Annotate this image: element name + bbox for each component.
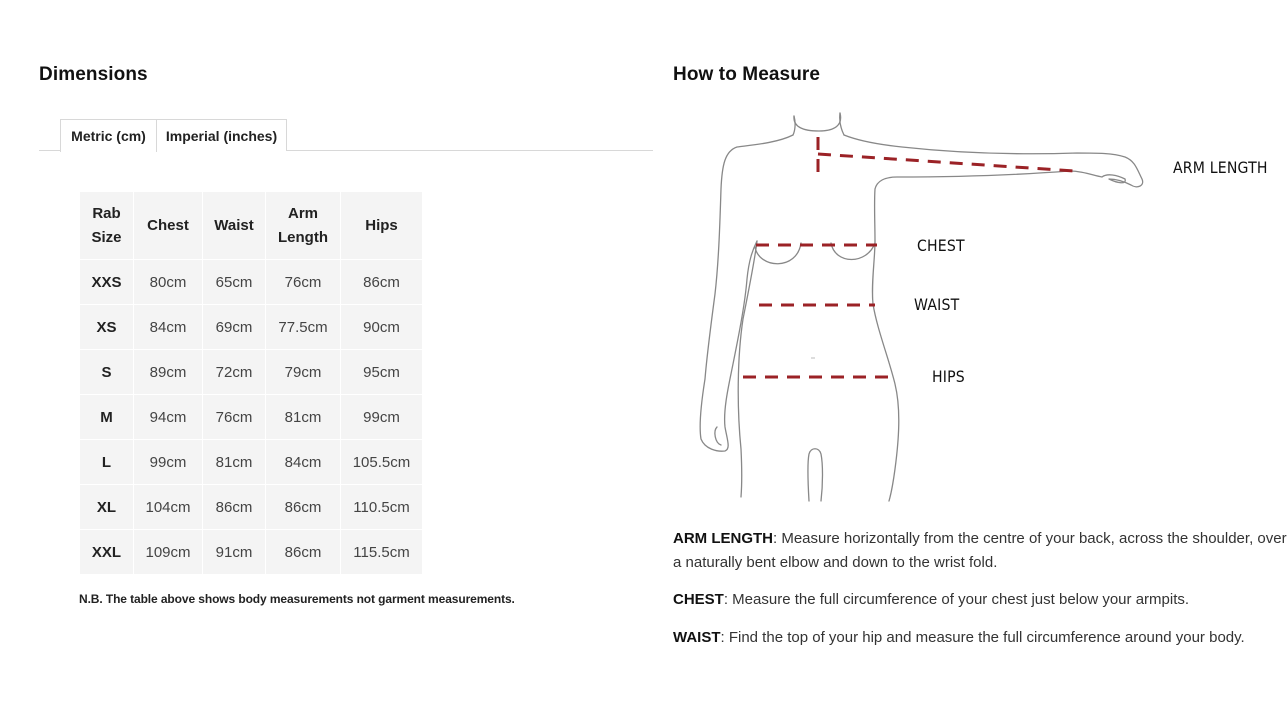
chest-cell: 99cm: [134, 440, 203, 485]
hips-cell: 95cm: [341, 350, 423, 395]
waist-cell: 91cm: [203, 530, 266, 575]
arm-length-cell: 86cm: [266, 485, 341, 530]
header-hips: Hips: [341, 192, 423, 260]
size-cell: L: [80, 440, 134, 485]
chest-cell: 94cm: [134, 395, 203, 440]
size-cell: M: [80, 395, 134, 440]
label-arm-length: ARM LENGTH: [1173, 158, 1268, 177]
table-row: [80, 305, 423, 350]
waist-cell: 72cm: [203, 350, 266, 395]
size-cell: XS: [80, 305, 134, 350]
arm-length-term: ARM LENGTH: [673, 530, 773, 547]
chest-text: : Measure the full circumference of your chest just below your armpits.: [723, 591, 1190, 608]
waist-cell: 76cm: [203, 395, 266, 440]
size-cell: S: [80, 350, 134, 395]
how-to-measure-section: [673, 64, 1288, 646]
label-hips: HIPS: [932, 367, 965, 386]
hips-cell: 115.5cm: [341, 530, 423, 575]
table-header-row: [80, 192, 423, 260]
dimensions-title: Dimensions: [39, 64, 148, 85]
arm-length-line: [818, 154, 1075, 171]
size-cell: XXS: [80, 260, 134, 305]
table-row: [80, 440, 423, 485]
label-waist: WAIST: [914, 295, 960, 314]
how-to-measure-title: How to Measure: [673, 64, 821, 85]
header-arm-length: Arm Length: [266, 192, 341, 260]
waist-cell: 81cm: [203, 440, 266, 485]
size-table: [79, 191, 423, 575]
table-row: [80, 350, 423, 395]
dimensions-section: [39, 64, 653, 606]
arm-length-description: [673, 527, 1288, 575]
waist-cell: 65cm: [203, 260, 266, 305]
hips-cell: 90cm: [341, 305, 423, 350]
size-cell: XXL: [80, 530, 134, 575]
waist-cell: 86cm: [203, 485, 266, 530]
arm-length-cell: 79cm: [266, 350, 341, 395]
arm-length-cell: 81cm: [266, 395, 341, 440]
label-chest: CHEST: [917, 236, 965, 255]
table-row: [80, 395, 423, 440]
waist-description: [673, 626, 1288, 650]
tab-imperial[interactable]: Imperial (inches): [156, 119, 287, 151]
header-rab-size: Rab Size: [80, 192, 134, 260]
chest-cell: 89cm: [134, 350, 203, 395]
header-waist: Waist: [203, 192, 266, 260]
arm-length-cell: 77.5cm: [266, 305, 341, 350]
chest-cell: 84cm: [134, 305, 203, 350]
chest-cell: 109cm: [134, 530, 203, 575]
unit-tabs: [39, 119, 653, 151]
tab-metric[interactable]: Metric (cm): [60, 119, 157, 152]
table-row: [80, 260, 423, 305]
waist-cell: 69cm: [203, 305, 266, 350]
arm-length-cell: 84cm: [266, 440, 341, 485]
arm-length-text: : Measure horizontally from the centre of your back, across the shoulder, over a naturally bent elbow and down to the wrist fold.: [673, 530, 1287, 571]
hips-cell: 110.5cm: [341, 485, 423, 530]
chest-term: CHEST: [673, 591, 724, 608]
measure-lines: [743, 137, 1075, 377]
hips-cell: 105.5cm: [341, 440, 423, 485]
arm-length-cell: 86cm: [266, 530, 341, 575]
waist-text: : Find the top of your hip and measure the full circumference around your body.: [720, 629, 1245, 646]
hips-cell: 86cm: [341, 260, 423, 305]
hips-cell: 99cm: [341, 395, 423, 440]
chest-description: [673, 588, 1288, 612]
table-row: [80, 485, 423, 530]
chest-cell: 104cm: [134, 485, 203, 530]
chest-cell: 80cm: [134, 260, 203, 305]
body-measure-diagram: [697, 109, 1288, 509]
waist-term: WAIST: [673, 629, 721, 646]
arm-length-cell: 76cm: [266, 260, 341, 305]
table-row: [80, 530, 423, 575]
header-chest: Chest: [134, 192, 203, 260]
size-cell: XL: [80, 485, 134, 530]
measurement-note: N.B. The table above shows body measurements not garment measurements.: [79, 592, 515, 606]
